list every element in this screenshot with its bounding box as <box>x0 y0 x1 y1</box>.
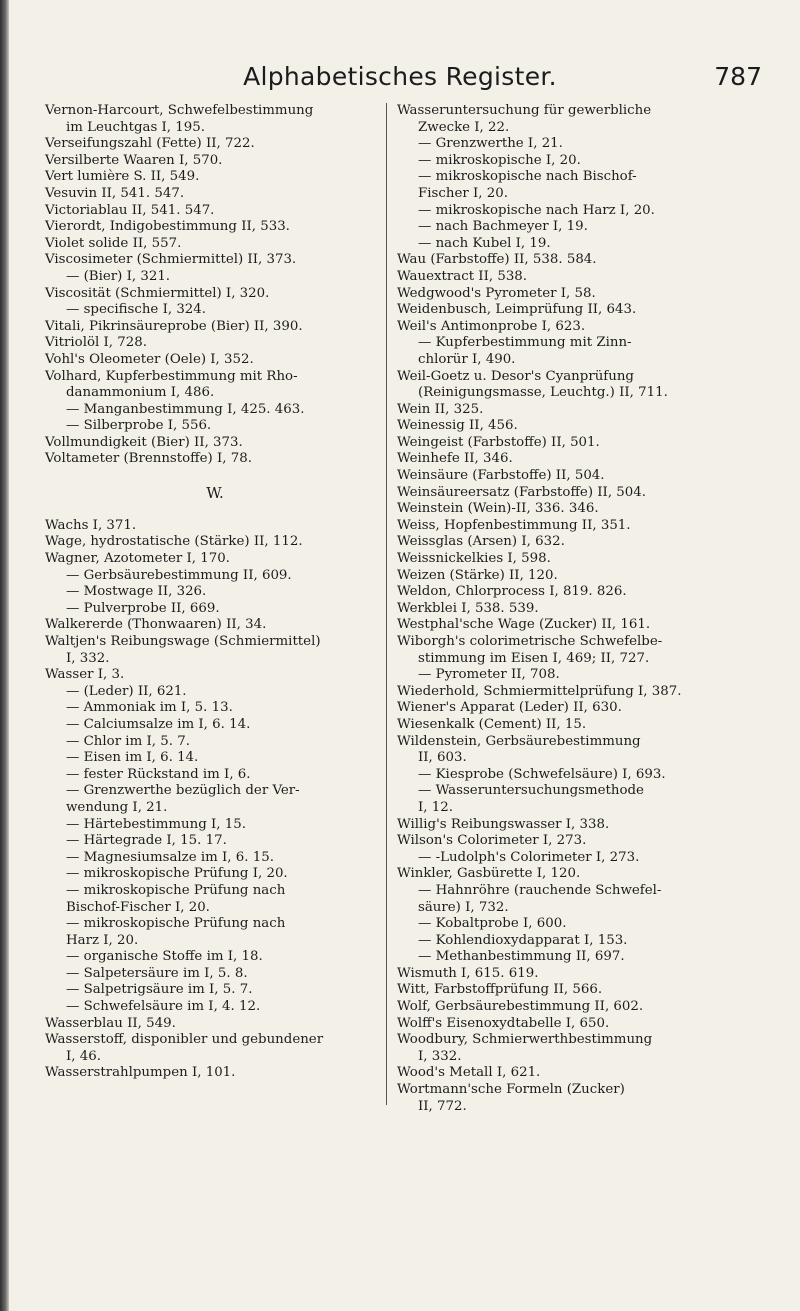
index-entry: Victoriablau II, 541. 547. <box>45 202 215 218</box>
index-subentry: säure) I, 732. <box>418 899 509 915</box>
index-entry: Vitriolöl I, 728. <box>45 335 147 351</box>
index-subentry: II, 603. <box>418 750 467 766</box>
index-subentry: — Mostwage II, 326. <box>66 584 207 600</box>
index-entry: Wood's Metall I, 621. <box>397 1065 541 1081</box>
column-divider <box>386 103 387 1105</box>
index-subentry: — Schwefelsäure im I, 4. 12. <box>66 999 261 1015</box>
index-subentry: Bischof-Fischer I, 20. <box>66 899 210 915</box>
index-subentry: — mikroskopische Prüfung nach <box>66 916 286 932</box>
index-entry: Wedgwood's Pyrometer I, 58. <box>397 285 596 301</box>
index-subentry: — organische Stoffe im I, 18. <box>66 949 263 965</box>
index-subentry: (Reinigungsmasse, Leuchtg.) II, 711. <box>418 385 668 401</box>
index-subentry: — Hahnröhre (rauchende Schwefel- <box>418 882 662 898</box>
index-entry: Waltjen's Reibungswage (Schmiermittel) <box>45 634 321 649</box>
index-subentry: im Leuchtgas I, 195. <box>66 119 205 135</box>
index-entry: Wiborgh's colorimetrische Schwefelbe- <box>397 634 663 649</box>
index-entry: Weldon, Chlorprocess I, 819. 826. <box>397 584 627 600</box>
index-subentry: — mikroskopische nach Harz I, 20. <box>418 202 655 218</box>
index-entry: Wiesenkalk (Cement) II, 15. <box>397 716 587 732</box>
index-subentry: I, 332. <box>66 650 110 666</box>
index-entry: Vierordt, Indigobestimmung II, 533. <box>45 219 290 235</box>
index-subentry: — Grenzwerthe bezüglich der Ver- <box>66 783 300 799</box>
index-entry: Wasserstoff, disponibler und gebundener <box>45 1032 324 1048</box>
index-subentry: — Härtebestimmung I, 15. <box>66 816 246 832</box>
index-subentry: — Calciumsalze im I, 6. 14. <box>66 716 251 732</box>
index-entry: Weinessig II, 456. <box>397 418 518 434</box>
index-subentry: — Methanbestimmung II, 697. <box>418 949 625 965</box>
index-entry: Weidenbusch, Leimprüfung II, 643. <box>397 302 637 318</box>
index-subentry: stimmung im Eisen I, 469; II, 727. <box>418 650 650 666</box>
index-subentry: — Pyrometer II, 708. <box>418 667 560 683</box>
index-subentry: — Kobaltprobe I, 600. <box>418 916 567 932</box>
index-entry: Wein II, 325. <box>397 401 484 417</box>
index-subentry: — mikroskopische nach Bischof- <box>418 169 637 185</box>
index-entry: Viscosität (Schmiermittel) I, 320. <box>45 285 270 301</box>
index-subentry: wendung I, 21. <box>66 799 168 815</box>
index-subentry: — Pulverprobe II, 669. <box>66 600 220 616</box>
index-subentry: — -Ludolph's Colorimeter I, 273. <box>418 849 640 865</box>
index-entry: Weissnickelkies I, 598. <box>397 551 551 567</box>
index-entry: Weinstein (Wein)-II, 336. 346. <box>397 501 599 517</box>
index-subentry: I, 46. <box>66 1048 101 1064</box>
index-subentry: — Silberprobe I, 556. <box>66 418 212 434</box>
index-entry: Wage, hydrostatische (Stärke) II, 112. <box>45 534 303 550</box>
index-subentry: — Grenzwerthe I, 21. <box>418 136 563 152</box>
index-entry: Wolf, Gerbsäurebestimmung II, 602. <box>397 999 644 1015</box>
index-entry: Verseifungszahl (Fette) II, 722. <box>45 136 255 152</box>
section-heading: W. <box>206 483 224 502</box>
index-entry: Vesuvin II, 541. 547. <box>45 185 185 201</box>
section-gap <box>45 501 385 518</box>
index-subentry: — Magnesiumsalze im I, 6. 15. <box>66 849 274 865</box>
index-entry: Weinhefe II, 346. <box>397 451 513 467</box>
index-subentry: I, 332. <box>418 1048 462 1064</box>
index-entry: Weil's Antimonprobe I, 623. <box>397 318 586 334</box>
index-subentry: — Kiesprobe (Schwefelsäure) I, 693. <box>418 766 666 782</box>
index-subentry: — Salpetersäure im I, 5. 8. <box>66 965 248 981</box>
index-entry: Woodbury, Schmierwerthbestimmung <box>397 1032 653 1048</box>
index-entry: Violet solide II, 557. <box>45 235 182 251</box>
index-entry: Werkblei I, 538. 539. <box>397 600 539 616</box>
index-subentry: — Eisen im I, 6. 14. <box>66 750 199 766</box>
index-entry: Wasser I, 3. <box>45 667 125 683</box>
index-subentry: II, 772. <box>418 1098 467 1114</box>
index-entry: Wiener's Apparat (Leder) II, 630. <box>397 700 622 716</box>
index-subentry: — specifische I, 324. <box>66 302 207 318</box>
index-entry: Witt, Farbstoffprüfung II, 566. <box>397 982 603 998</box>
index-subentry: Harz I, 20. <box>66 932 139 948</box>
index-subentry: chlorür I, 490. <box>418 351 516 367</box>
index-subentry: — Gerbsäurebestimmung II, 609. <box>66 567 292 583</box>
index-column-left <box>45 103 385 1082</box>
index-subentry: — Salpetrigsäure im I, 5. 7. <box>66 982 253 998</box>
index-subentry: — mikroskopische I, 20. <box>418 152 581 168</box>
index-entry: Willig's Reibungswasser I, 338. <box>397 816 610 832</box>
index-subentry: — (Bier) I, 321. <box>66 268 171 284</box>
index-entry: Wau (Farbstoffe) II, 538. 584. <box>397 252 597 268</box>
index-subentry: — nach Kubel I, 19. <box>418 235 551 251</box>
index-entry: Volhard, Kupferbestimmung mit Rho- <box>45 368 298 384</box>
index-entry: Westphal'sche Wage (Zucker) II, 161. <box>397 617 651 633</box>
index-entry: Walkererde (Thonwaaren) II, 34. <box>45 617 267 633</box>
page-binding-edge <box>0 0 9 1311</box>
index-entry: Wiederhold, Schmiermittelprüfung I, 387. <box>397 683 682 699</box>
index-entry: Vernon-Harcourt, Schwefelbestimmung <box>45 103 314 118</box>
index-entry: Wasserblau II, 549. <box>45 1015 176 1031</box>
page-header <box>0 62 800 102</box>
index-subentry: — Kupferbestimmung mit Zinn- <box>418 335 632 351</box>
section-gap <box>45 468 385 485</box>
index-entry: Weingeist (Farbstoffe) II, 501. <box>397 434 600 450</box>
index-subentry: — Härtegrade I, 15. 17. <box>66 833 227 849</box>
index-entry: Vohl's Oleometer (Oele) I, 352. <box>45 351 254 367</box>
index-entry: Viscosimeter (Schmiermittel) II, 373. <box>45 252 297 268</box>
index-entry: Wilson's Colorimeter I, 273. <box>397 833 587 849</box>
index-subentry: — Kohlendioxydapparat I, 153. <box>418 932 628 948</box>
index-entry: Weinsäure (Farbstoffe) II, 504. <box>397 468 605 484</box>
index-entry: Wachs I, 371. <box>45 517 137 533</box>
index-entry: Voltameter (Brennstoffe) I, 78. <box>45 451 252 467</box>
index-subentry: Zwecke I, 22. <box>418 119 510 135</box>
index-entry: Wauextract II, 538. <box>397 268 528 284</box>
index-entry: Weinsäureersatz (Farbstoffe) II, 504. <box>397 484 647 500</box>
index-subentry: — nach Bachmeyer I, 19. <box>418 219 588 235</box>
index-subentry: — Manganbestimmung I, 425. 463. <box>66 401 305 417</box>
index-subentry: — (Leder) II, 621. <box>66 683 187 699</box>
index-entry: Versilberte Waaren I, 570. <box>45 152 223 168</box>
index-subentry: danammonium I, 486. <box>66 385 215 401</box>
index-subentry: I, 12. <box>418 799 453 815</box>
index-subentry: — mikroskopische Prüfung nach <box>66 882 286 898</box>
page-number: 787 <box>714 62 762 91</box>
index-column-right <box>397 103 762 1115</box>
index-subentry: — fester Rückstand im I, 6. <box>66 766 251 782</box>
index-subentry: — Wasseruntersuchungsmethode <box>418 783 644 799</box>
index-entry: Wortmann'sche Formeln (Zucker) <box>397 1082 625 1098</box>
index-entry: Weiss, Hopfenbestimmung II, 351. <box>397 517 631 533</box>
index-subentry: — mikroskopische Prüfung I, 20. <box>66 866 288 882</box>
index-entry: Vollmundigkeit (Bier) II, 373. <box>45 434 243 450</box>
index-entry: Weizen (Stärke) II, 120. <box>397 567 558 583</box>
index-subentry: Fischer I, 20. <box>418 185 508 201</box>
index-entry: Wagner, Azotometer I, 170. <box>45 551 230 567</box>
index-entry: Wolff's Eisenoxydtabelle I, 650. <box>397 1015 610 1031</box>
index-entry: Winkler, Gasbürette I, 120. <box>397 866 581 882</box>
index-entry: Vitali, Pikrinsäureprobe (Bier) II, 390. <box>45 318 303 334</box>
index-subentry: — Chlor im I, 5. 7. <box>66 733 190 749</box>
index-entry: Wildenstein, Gerbsäurebestimmung <box>397 733 641 749</box>
page-title: Alphabetisches Register. <box>243 62 557 91</box>
index-entry: Weil-Goetz u. Desor's Cyanprüfung <box>397 368 634 384</box>
index-subentry: — Ammoniak im I, 5. 13. <box>66 700 233 716</box>
index-entry: Vert lumière S. II, 549. <box>45 169 200 185</box>
index-entry: Wasseruntersuchung für gewerbliche <box>397 103 652 118</box>
index-entry: Weissglas (Arsen) I, 632. <box>397 534 565 550</box>
index-entry: Wasserstrahlpumpen I, 101. <box>45 1065 236 1081</box>
index-entry: Wismuth I, 615. 619. <box>397 965 539 981</box>
